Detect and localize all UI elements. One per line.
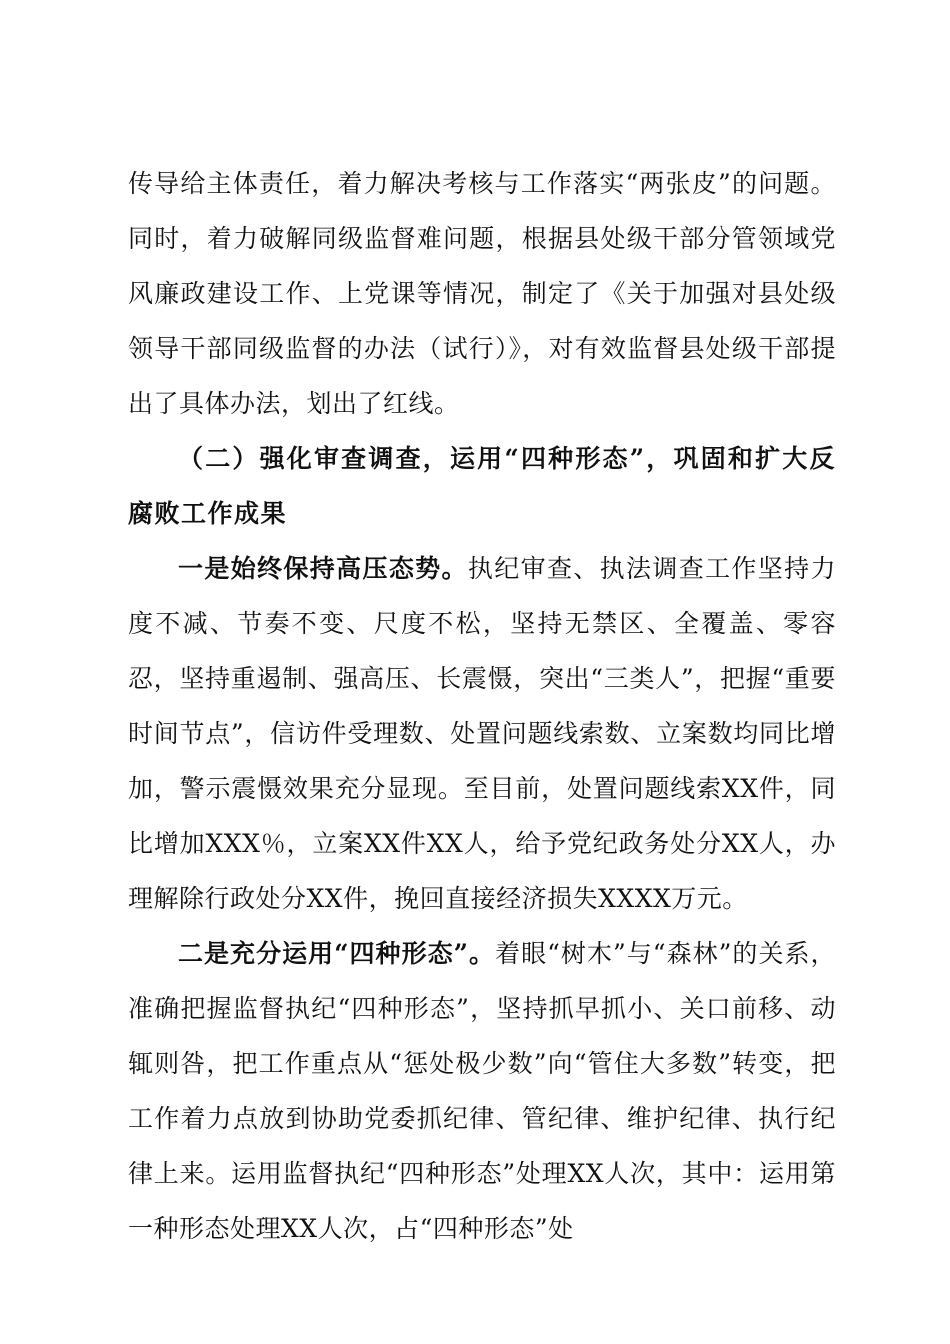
section-heading-text: （二）强化审查调查，运用“四种形态”，巩固和扩大反腐败工作成果 xyxy=(128,444,836,528)
paragraph-text: 着眼“树木”与“森林”的关系，准确把握监督执纪“四种形态”，坚持抓早抓小、关口前移、动辄则咎，把工作重点从“惩处极少数”向“管住大多数”转变，把工作着力点放到协助党委抓纪律、管纪律、维护纪律、执行纪律上来。运用监督执纪“四种形态”处理XX人次，其中：运用第一种形态处理XX人次，占“四种形态”处 xyxy=(128,939,837,1243)
section-heading xyxy=(128,431,836,541)
paragraph-high-pressure xyxy=(128,541,836,926)
paragraph-continued xyxy=(128,156,836,431)
paragraph-four-forms xyxy=(128,926,836,1256)
paragraph-text: 执纪审查、执法调查工作坚持力度不减、节奏不变、尺度不松，坚持无禁区、全覆盖、零容忍，坚持重遏制、强高压、长震慑，突出“三类人”，把握“重要时间节点”，信访件受理数、处置问题线索数、立案数均同比增加，警示震慑效果充分显现。至目前，处置问题线索XX件，同比增加XXX％，立案XX件XX人，给予党纪政务处分XX人，办理解除行政处分XX件，挽回直接经济损失XXXX万元。 xyxy=(128,554,836,913)
paragraph-lead: 一是始终保持高压态势。 xyxy=(178,554,468,583)
document-body xyxy=(128,156,836,1256)
paragraph-text: 传导给主体责任，着力解决考核与工作落实“两张皮”的问题。同时，着力破解同级监督难问题，根据县处级干部分管领域党风廉政建设工作、上党课等情况，制定了《关于加强对县处级领导干部同级监督的办法（试行）》，对有效监督县处级干部提出了具体办法，划出了红线。 xyxy=(128,169,836,418)
paragraph-lead: 二是充分运用“四种形态”。 xyxy=(178,939,496,968)
